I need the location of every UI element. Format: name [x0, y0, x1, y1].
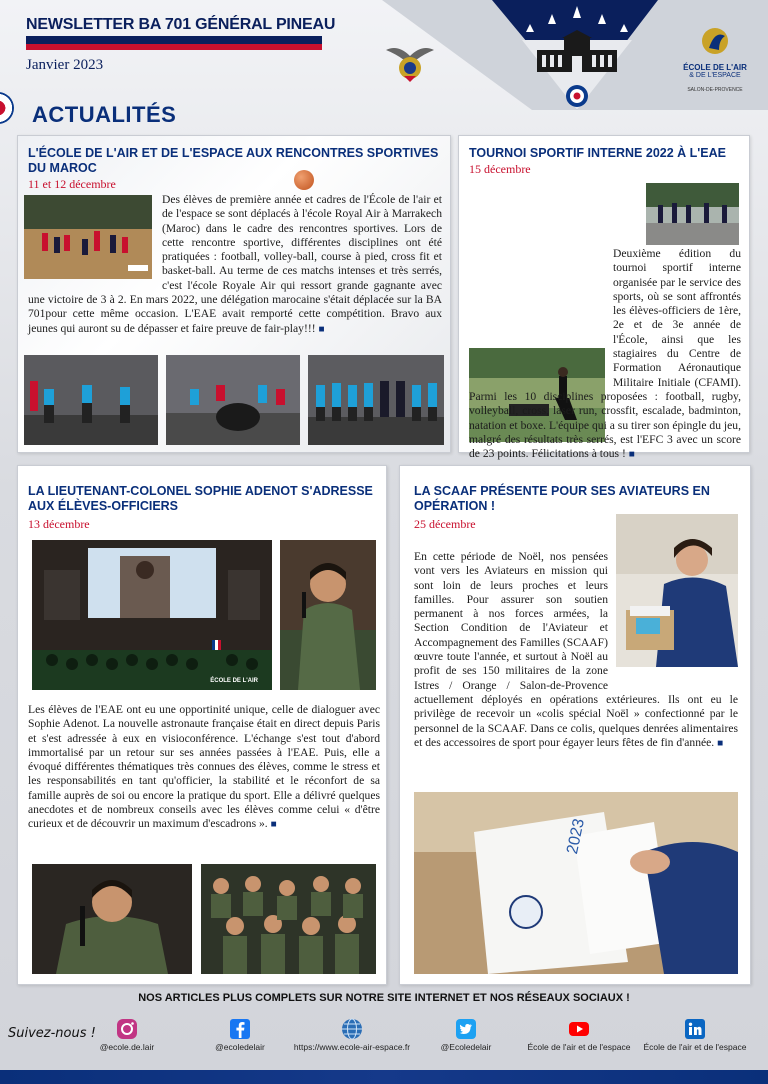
social-twitter[interactable] — [436, 1018, 496, 1052]
article-card-tournoi — [458, 135, 750, 461]
newsletter-date: Janvier 2023 — [26, 57, 104, 73]
title-underline-red — [26, 44, 322, 50]
social-label: @ecole.de.lair — [99, 1042, 155, 1052]
social-instagram[interactable] — [96, 1018, 158, 1052]
follow-label: Suivez-nous ! — [8, 1026, 96, 1041]
title-underline-blue — [26, 36, 322, 44]
photo-tire-flip — [166, 355, 300, 445]
eae-emblem-icon — [675, 26, 755, 58]
footer-headline: NOS ARTICLES PLUS COMPLETS SUR NOTRE SITE INTERNET ET NOS RÉSEAUX SOCIAUX ! — [138, 992, 630, 1004]
photo-credit: ÉCOLE DE L'AIR — [210, 678, 258, 684]
twitter-icon — [455, 1018, 477, 1040]
newsletter-title: NEWSLETTER BA 701 GÉNÉRAL PINEAU — [26, 16, 336, 33]
social-facebook[interactable] — [208, 1018, 272, 1052]
photo-amphitheater — [32, 540, 272, 690]
article-body: Deuxième édition du tournoi sportif interne organisée par le service des sports, où se sont affrontés les élèves-officiers de 1ère, 2e et de 3e année de l'École, ainsi que les stagiaires du Centre de Formation Aéronautique Militaire Initiale (CFAMI). Parmi les 10 disciplines proposées : football, rugby, volleyball, cross, laser run, crossfit, escalade, badminton, natation et boxe. L'équipe qui a su tirer son épingle du jeu, malgré des résultats très serrés, est l'EFC 3 avec un score de 23 points. Félicitations à tous ! ■ — [469, 247, 741, 461]
social-label: École de l'air et de l'espace — [527, 1042, 631, 1052]
article-title: L'ÉCOLE DE L'AIR ET DE L'ESPACE AUX RENCONTRES SPORTIVES DU MAROC — [28, 146, 439, 175]
article-body: Les élèves de l'EAE ont eu une opportinité unique, celle de dialoguer avec Sophie Adenot. La nouvelle astronaute française était en direct depuis Paris et s'est adressée à eux en visioconférence. L'échange s'est tout d'abord immortalisé par un retour sur ses années passées à l'EAE. Puis, elle a évoqué différentes thématiques très connues des élèves, comme le stress et les responsabilités en tant qu'officier, la stabilité et le réconfort de sa famille auprès de soi ou encore la pratique du sport. Elle a délivré quelques anecdotes et de nombreux conseils avec les élèves comme celui « d'être curieux et de découvrir un maximum d'escadrons ». ■ — [28, 703, 380, 831]
article-card-maroc — [17, 135, 451, 453]
article-title: LA SCAAF PRÉSENTE POUR SES AVIATEURS EN OPÉRATION ! — [414, 484, 710, 513]
eae-logo-line2: & DE L'ESPACE — [689, 72, 741, 79]
end-mark-icon: ■ — [717, 737, 724, 749]
article-date: 13 décembre — [28, 517, 90, 531]
cocarde-icon — [0, 92, 14, 124]
social-label: École de l'air et de l'espace — [643, 1042, 747, 1052]
article-title: LA LIEUTENANT-COLONEL SOPHIE ADENOT S'ADRESSE AUX ÉLÈVES-OFFICIERS — [28, 484, 373, 513]
eagle-emblem-icon — [384, 36, 436, 84]
article-date: 11 et 12 décembre — [28, 177, 116, 191]
social-label: @Ecoledelair — [440, 1042, 492, 1052]
eae-logo — [675, 26, 755, 94]
article-body: Des élèves de première année et cadres de l'École de l'air et de l'espace se sont déplacés à l'école Royal Air à Marrakech (Maroc) dans le cadre des rencontres sportives. Lors de cette rencontre sportive, différentes disciplines ont été pratiquées : football, volley-ball, course à pied, cross fit et basket-ball. Au terme de ces matchs intenses et très serrés, c'est l'école Royale Air qui ressort grande gagnante avec une victoire de 3 à 2. En mars 2022, une délégation marocaine s'était déplacée sur la BA 701pour cette même occasion. L'EAE avait remporté cette compétition. Bravo aux jeunes qui auront su de dépasser et faire preuve de fair-play!!! ■ — [28, 193, 442, 335]
photo-team-lineup — [308, 355, 444, 445]
article-date: 25 décembre — [414, 517, 476, 531]
facebook-icon — [229, 1018, 251, 1040]
eae-logo-line1: ÉCOLE DE L'AIR — [683, 63, 747, 72]
photo-greeting-card — [414, 792, 738, 974]
linkedin-icon — [684, 1018, 706, 1040]
section-title: ACTUALITÉS — [32, 102, 177, 127]
social-linkedin[interactable] — [640, 1018, 750, 1052]
social-youtube[interactable] — [524, 1018, 634, 1052]
eae-logo-line3: SALON-DE-PROVENCE — [687, 87, 743, 93]
end-mark-icon: ■ — [628, 449, 635, 461]
end-mark-icon: ■ — [270, 819, 277, 831]
end-mark-icon: ■ — [318, 323, 325, 335]
article-card-scaaf — [399, 465, 751, 985]
bottom-band — [0, 1070, 768, 1084]
basketball-icon — [294, 170, 314, 190]
card-year: 2023 — [564, 817, 589, 856]
article-body: En cette période de Noël, nos pensées vont vers les Aviateurs en mission qui sont loin de leurs proches et leurs familles. Pour assurer son soutien permanent à nos forces armées, la Section Condition de l'Aviateur et Accompagnement des Familles (SCAAF) œuvre toute l'année, et surtout à Noël au profit de ses 150 militaires de la zone Istres / Orange / Salon-de-Provence actuellement déployés en opérations extérieures. Ils ont eu le privilège de recevoir un «colis spécial Noël » confectionné par le personnel de la SCAAF. Dans ce colis, quelques denrées alimentaires et des accessoires de sport pour égayer leurs fêtes de fin d'année. ■ — [414, 550, 738, 749]
social-website[interactable] — [290, 1018, 414, 1052]
article-card-adenot — [17, 465, 387, 985]
article-date: 15 décembre — [469, 162, 531, 176]
social-label: @ecoledelair — [215, 1042, 265, 1052]
instagram-icon — [116, 1018, 138, 1040]
social-label: https://www.ecole-air-espace.fr — [293, 1042, 411, 1052]
globe-icon — [341, 1018, 363, 1040]
photo-audience-cadets — [201, 864, 376, 974]
youtube-icon — [568, 1018, 590, 1040]
photo-cadet-microphone — [280, 540, 376, 690]
article-title: TOURNOI SPORTIF INTERNE 2022 À L'EAE — [469, 146, 726, 160]
photo-crossfit — [24, 355, 158, 445]
photo-speaker-closeup — [32, 864, 192, 974]
